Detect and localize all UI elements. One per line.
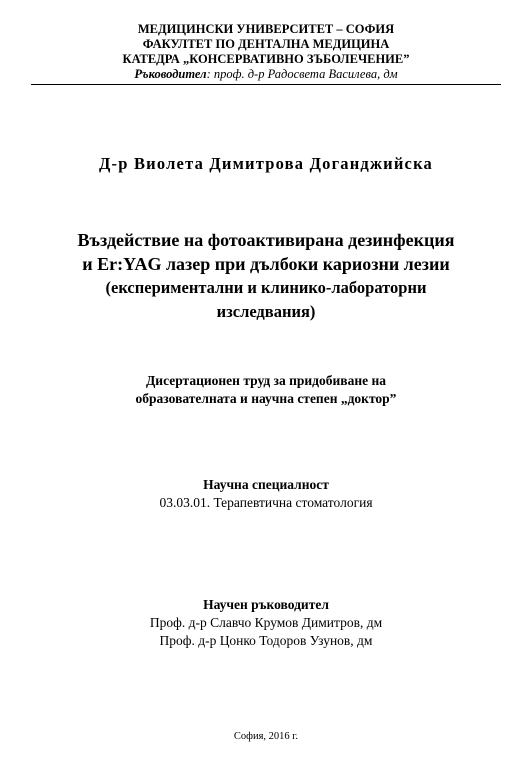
department-head-line — [0, 67, 532, 82]
title-line-2: и Er:YAG лазер при дълбоки кариозни лезии — [82, 254, 450, 274]
specialty-value: 03.03.01. Терапевтична стоматология — [159, 495, 373, 510]
specialty-label: Научна специалност — [203, 477, 329, 492]
supervisor-name: Проф. д-р Славчо Крумов Димитров, дм — [149, 615, 383, 630]
title-line-3: (експериментални и клинико-лабораторни — [105, 278, 427, 297]
dissertation-line-2: образователната и научна степен „доктор” — [135, 391, 397, 406]
supervisor-name: Проф. д-р Цонко Тодоров Узунов, дм — [159, 633, 373, 648]
university-name: МЕДИЦИНСКИ УНИВЕРСИТЕТ – СОФИЯ — [137, 22, 395, 36]
scientific-supervisors — [0, 596, 532, 650]
department-head-value: : проф. д-р Радосвета Василева, дм — [206, 67, 398, 81]
dissertation-line-1: Дисертационен труд за придобиване на — [146, 373, 386, 388]
supervisors-label: Научен ръководител — [203, 597, 329, 612]
dissertation-statement — [0, 372, 532, 408]
faculty-name: ФАКУЛТЕТ ПО ДЕНТАЛНА МЕДИЦИНА — [142, 37, 390, 51]
place-and-year: София, 2016 г. — [233, 731, 299, 742]
title-line-1: Въздействие на фотоактивирана дезинфекция — [77, 230, 455, 250]
department-name: КАТЕДРА „КОНСЕРВАТИВНО ЗЪБОЛЕЧЕНИЕ” — [122, 52, 410, 66]
author-name: Д-р Виолета Димитрова Доганджийска — [99, 154, 433, 173]
title-line-4: изследвания) — [216, 302, 316, 321]
scientific-specialty — [0, 476, 532, 512]
department-head-label: Ръководител — [134, 67, 207, 81]
institution-header — [0, 22, 532, 82]
header-divider — [31, 84, 501, 85]
dissertation-title — [0, 228, 532, 324]
